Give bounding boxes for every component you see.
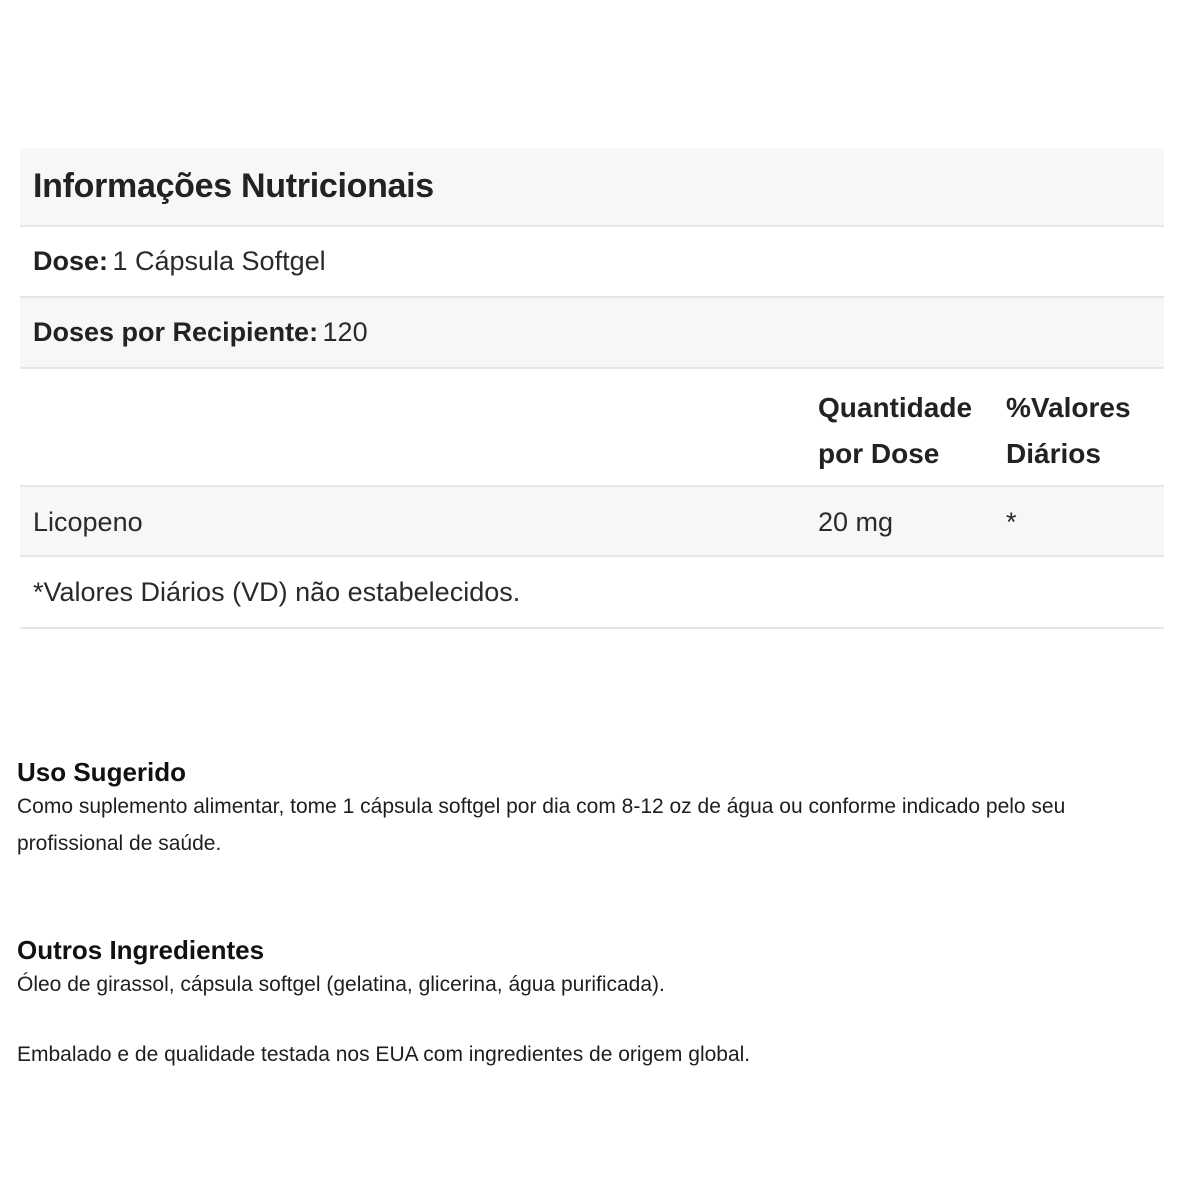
nutrient-amount: 20 mg <box>818 507 894 537</box>
other-ingredients-text: Óleo de girassol, cápsula softgel (gelatina, glicerina, água purificada). <box>17 973 665 996</box>
packaging-note-section <box>17 1036 1187 1073</box>
daily-value-header: %Valores Diários <box>1006 392 1131 469</box>
facts-title: Informações Nutricionais <box>33 167 434 205</box>
servings-per-container-label: Doses por Recipiente: <box>33 317 319 347</box>
serving-size-row <box>20 227 1164 298</box>
serving-size-value: 1 Cápsula Softgel <box>112 246 326 276</box>
servings-per-container-row <box>20 298 1164 369</box>
facts-footnote: *Valores Diários (VD) não estabelecidos. <box>33 576 521 607</box>
nutrition-facts-table <box>20 148 1164 629</box>
amount-per-serving-header: Quantidade por Dose <box>818 392 973 469</box>
suggested-use-text-line1: Como suplemento alimentar, tome 1 cápsula softgel por dia com 8-12 oz de água ou conforme indicado pelo seu <box>17 795 1066 818</box>
facts-title-row <box>20 148 1164 227</box>
facts-header-row <box>20 369 1164 487</box>
other-ingredients-section <box>17 934 1187 1003</box>
suggested-use-text-line2: profissional de saúde. <box>17 832 222 855</box>
nutrient-daily-value: * <box>1006 507 1017 537</box>
suggested-use-section <box>17 756 1187 862</box>
table-row <box>20 487 1164 557</box>
facts-footnote-row <box>20 557 1164 629</box>
other-ingredients-heading: Outros Ingredientes <box>17 935 265 965</box>
nutrient-name: Licopeno <box>33 507 143 537</box>
serving-size-label: Dose: <box>33 246 109 276</box>
suggested-use-heading: Uso Sugerido <box>17 757 187 787</box>
packaging-note: Embalado e de qualidade testada nos EUA com ingredientes de origem global. <box>17 1043 751 1066</box>
servings-per-container-value: 120 <box>322 317 368 347</box>
